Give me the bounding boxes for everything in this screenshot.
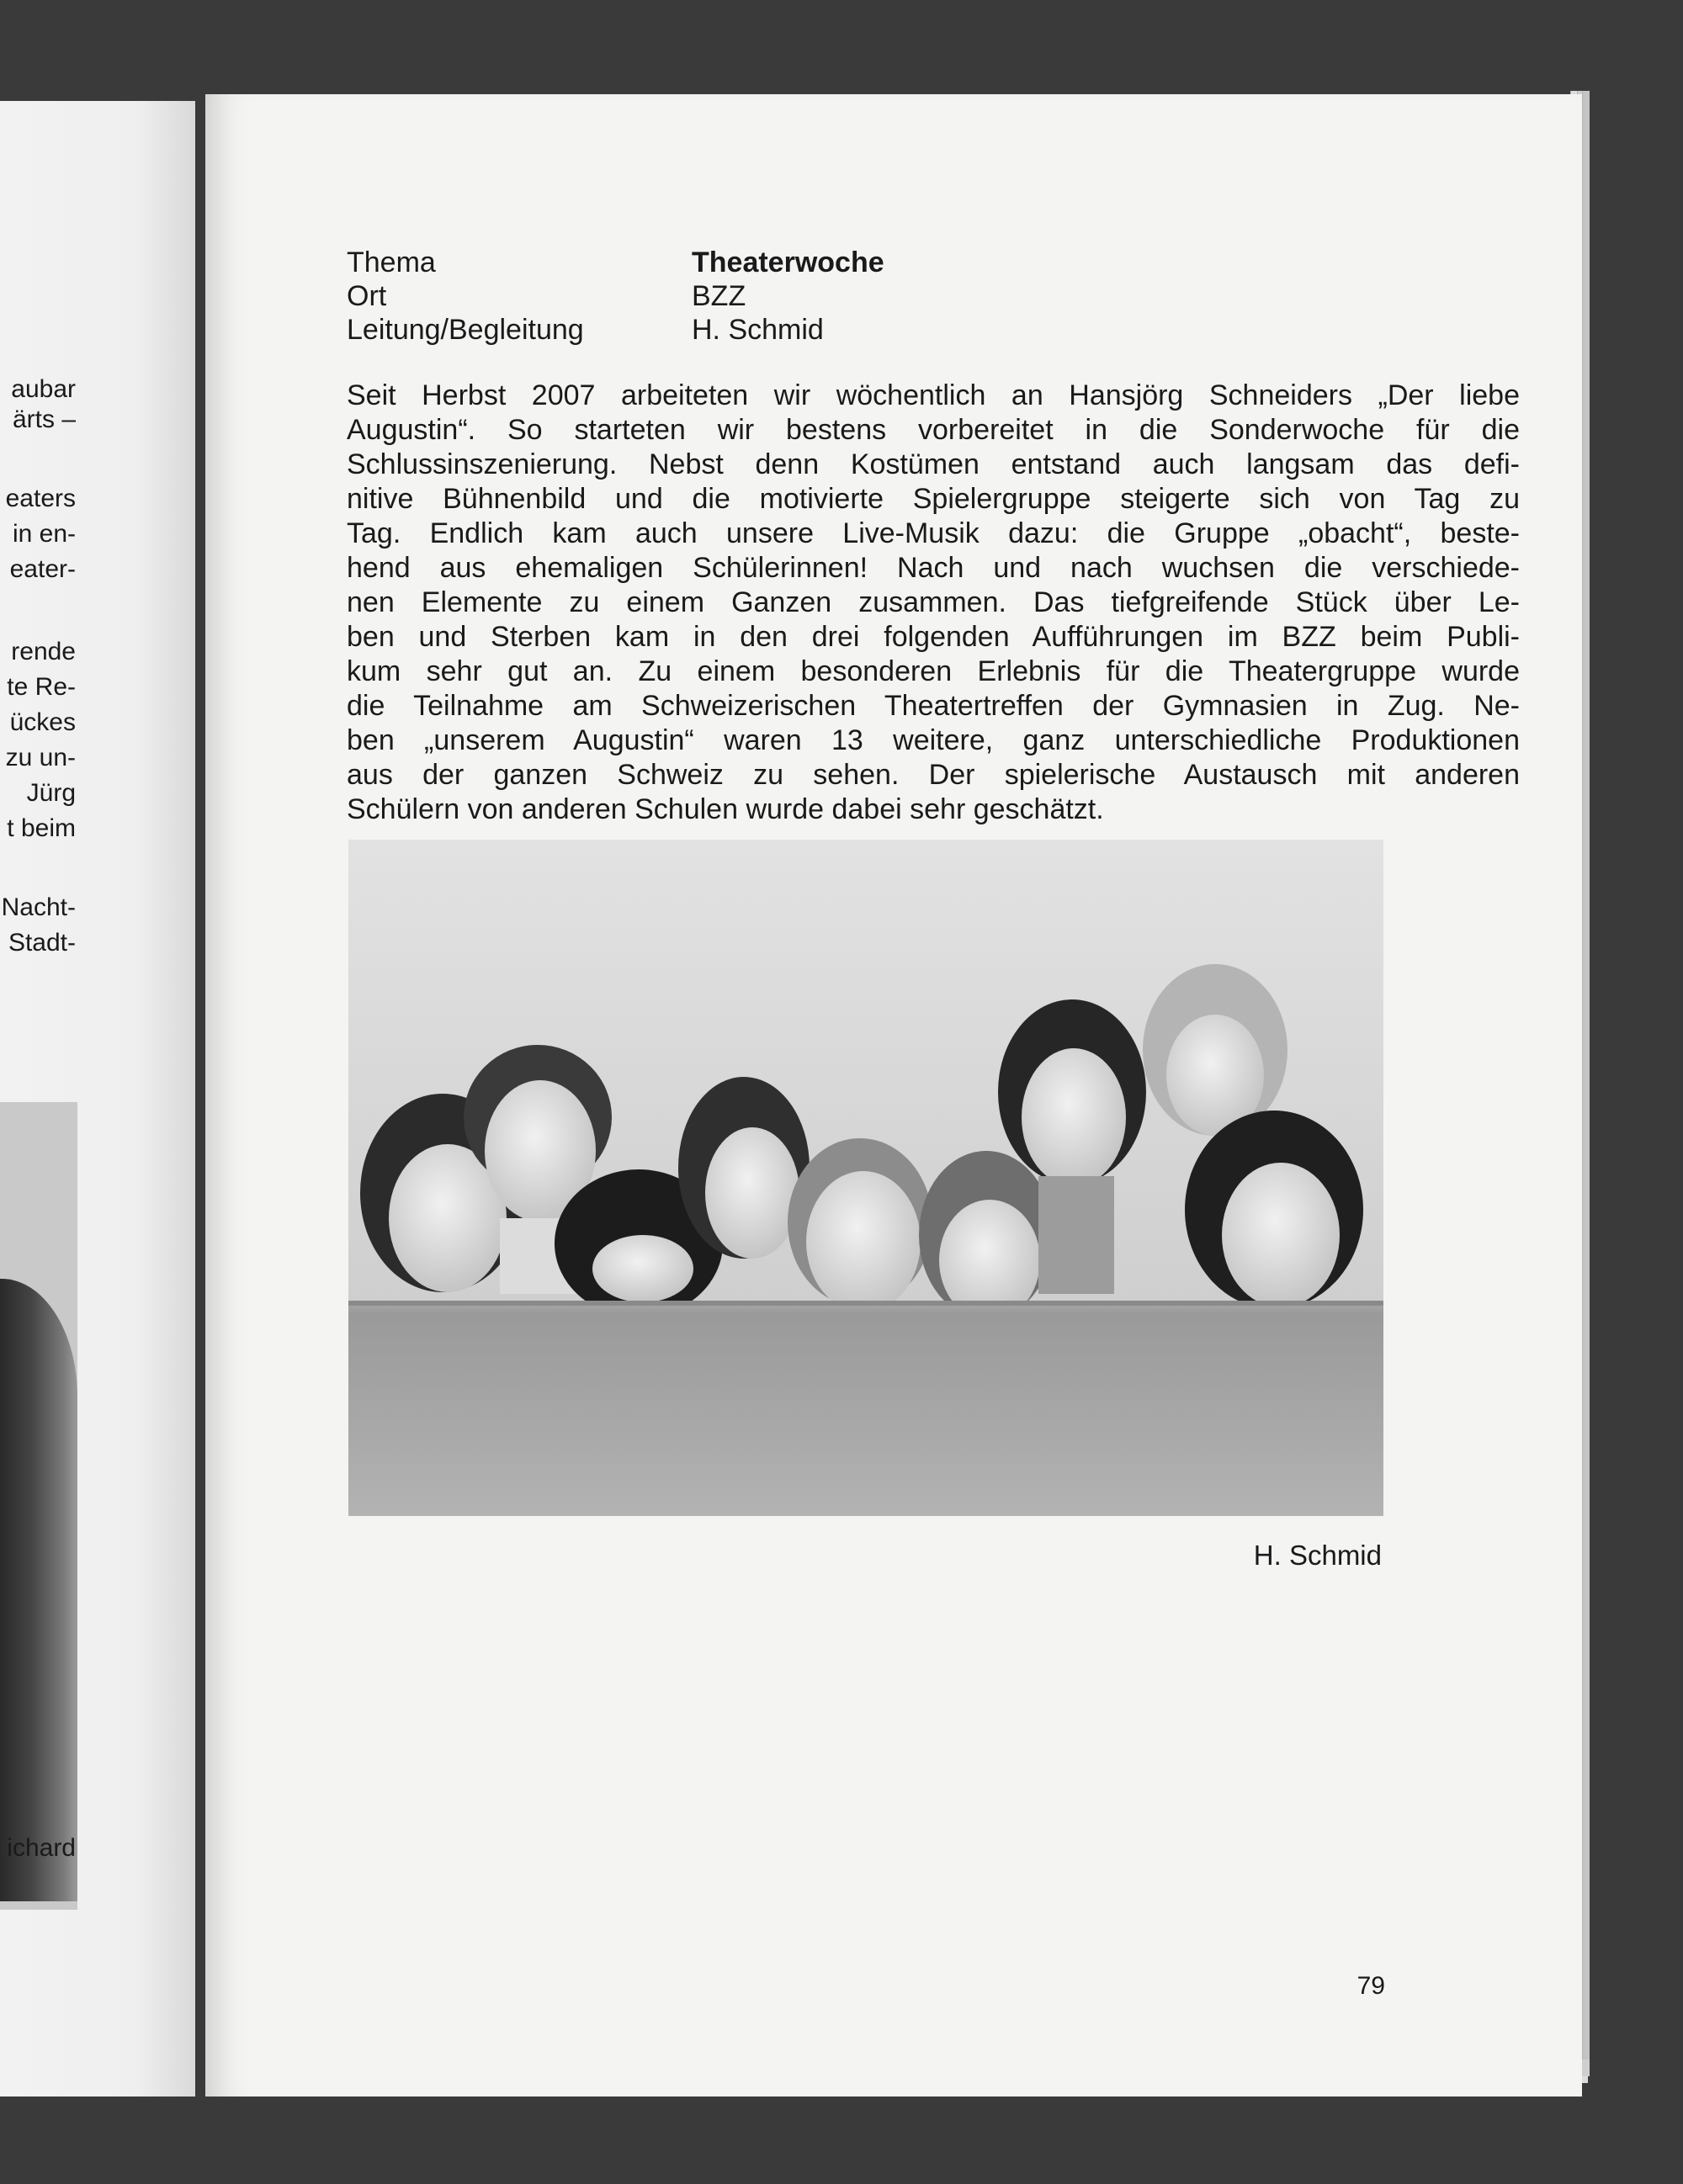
body-line: Tag. Endlich kam auch unsere Live-Musik dazu: die Gruppe „obacht“, beste- [347, 517, 1520, 549]
meta-value-topic: Theaterwoche [692, 246, 884, 278]
photo-credit: H. Schmid [1253, 1540, 1382, 1571]
left-text-fragment: aubar [11, 375, 76, 403]
meta-row-topic [347, 246, 884, 279]
left-text-fragment: ückes [9, 708, 76, 736]
body-line: ben und Sterben kam in den drei folgenden Aufführungen im BZZ beim Publi- [347, 621, 1520, 653]
left-text-fragment: zu un- [5, 744, 76, 771]
body-line: nen Elemente zu einem Ganzen zusammen. Das tiefgreifende Stück über Le- [347, 586, 1520, 618]
body-line: ben „unserem Augustin“ waren 13 weitere, ganz unterschiedliche Produktionen [347, 724, 1520, 756]
left-text-fragment: Stadt- [8, 929, 76, 957]
meta-key: Thema [347, 246, 436, 278]
left-photo-portrait [0, 1279, 77, 1901]
meta-key: Leitung/Begleitung [347, 314, 584, 346]
page-stack-edge [1582, 91, 1590, 2059]
body-line: Seit Herbst 2007 arbeiteten wir wöchentlich an Hansjörg Schneiders „Der liebe [347, 379, 1520, 411]
article-meta [347, 246, 884, 347]
body-line: Augustin“. So starteten wir bestens vorbereitet in die Sonderwoche für die [347, 414, 1520, 446]
body-line: Schlussinszenierung. Nebst denn Kostümen entstand auch langsam das defi- [347, 448, 1520, 480]
group-photo-illustration [348, 840, 1383, 1516]
left-facing-page [0, 101, 195, 2097]
left-text-fragment: rende [11, 638, 76, 665]
body-line: Schülern von anderen Schulen wurde dabei sehr geschätzt. [347, 793, 1104, 825]
left-text-fragment: Jürg [26, 779, 76, 807]
article-body [347, 379, 1520, 827]
left-text-fragment: t beim [7, 814, 76, 842]
left-text-fragment: Nacht- [1, 893, 76, 921]
left-text-fragment: in en- [12, 520, 76, 548]
meta-value-location: BZZ [692, 280, 746, 312]
right-page [205, 94, 1582, 2097]
left-text-fragment: ärts – [12, 406, 76, 433]
body-line: hend aus ehemaligen Schülerinnen! Nach und nach wuchsen die verschiede- [347, 552, 1520, 584]
group-photo [348, 840, 1383, 1516]
page-number: 79 [1356, 1972, 1385, 2000]
body-line: nitive Bühnenbild und die motivierte Spielergruppe steigerte sich von Tag zu [347, 483, 1520, 515]
body-line: kum sehr gut an. Zu einem besonderen Erlebnis für die Theatergruppe wurde [347, 655, 1520, 687]
left-text-fragment: eater- [9, 555, 76, 583]
meta-value-lead: H. Schmid [692, 314, 824, 346]
left-text-fragment: ichard [7, 1834, 76, 1862]
body-line: die Teilnahme am Schweizerischen Theatertreffen der Gymnasien in Zug. Ne- [347, 690, 1520, 722]
body-line: aus der ganzen Schweiz zu sehen. Der spielerische Austausch mit anderen [347, 759, 1520, 791]
meta-row-lead [347, 313, 884, 347]
left-text-fragment: eaters [5, 485, 76, 512]
left-text-fragment: te Re- [7, 673, 76, 701]
meta-row-location [347, 279, 884, 313]
meta-key: Ort [347, 280, 387, 312]
